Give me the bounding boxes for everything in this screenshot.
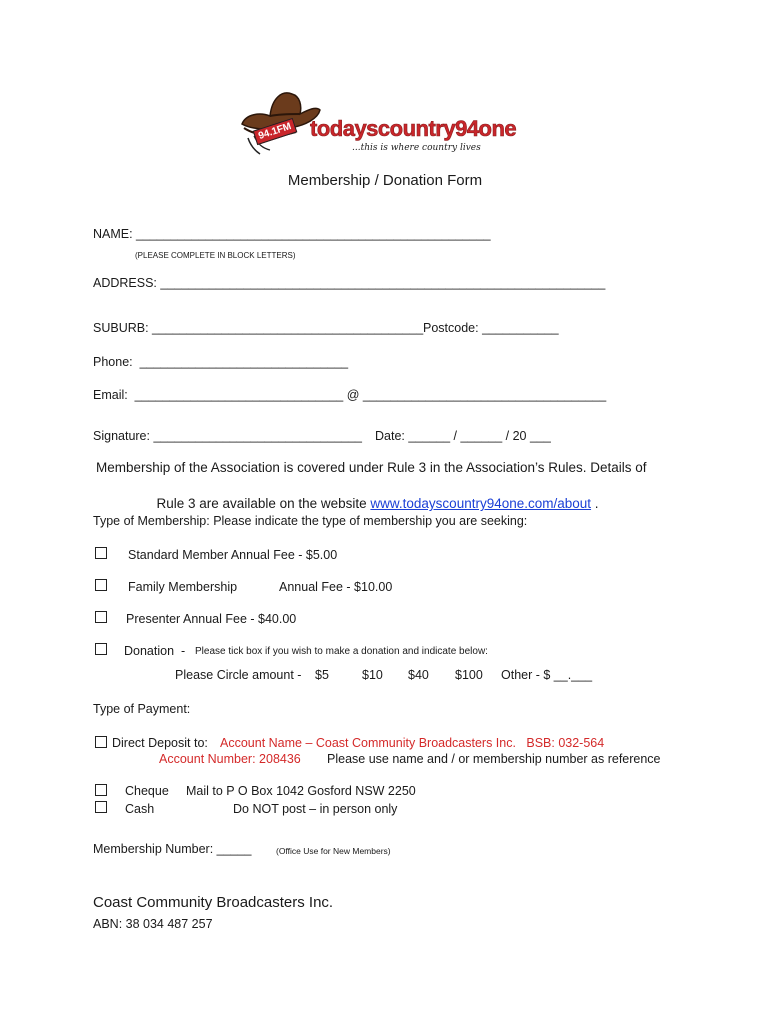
cash-info: Do NOT post – in person only	[233, 802, 398, 816]
address-field[interactable]: ADDRESS: ________________________________________________________________	[93, 276, 606, 290]
name-field[interactable]: NAME: ___________________________________________________	[93, 227, 491, 241]
donation-note: Please tick box if you wish to make a donation and indicate below:	[195, 646, 488, 657]
cheque-checkbox[interactable]	[95, 784, 107, 796]
abn: ABN: 38 034 487 257	[93, 917, 213, 931]
payment-heading: Type of Payment:	[93, 702, 191, 716]
membership-number-field[interactable]: Membership Number: _____	[93, 842, 252, 856]
circle-amount-label: Please Circle amount -	[175, 668, 302, 682]
standard-label: Standard Member Annual Fee - $5.00	[128, 548, 338, 562]
cheque-label: Cheque	[125, 784, 169, 798]
amount-5[interactable]: $5	[315, 668, 329, 682]
direct-deposit-checkbox[interactable]	[95, 736, 107, 748]
postcode-field[interactable]: Postcode: ___________	[423, 321, 559, 335]
rules-line-1: Membership of the Association is covered under Rule 3 in the Association’s Rules. Details of	[96, 460, 647, 475]
frequency-badge: 94.1FM	[253, 118, 297, 145]
direct-deposit-label: Direct Deposit to:	[112, 736, 208, 750]
reference-note: Please use name and / or membership number as reference	[327, 752, 661, 766]
phone-field[interactable]: Phone: ______________________________	[93, 355, 349, 369]
rules-link[interactable]: www.todayscountry94one.com/about	[370, 496, 592, 511]
email-field[interactable]: Email: ______________________________ @ ___________________________________	[93, 388, 607, 402]
station-logo	[236, 84, 536, 160]
name-note: (PLEASE COMPLETE IN BLOCK LETTERS)	[135, 251, 296, 260]
amount-other[interactable]: Other - $ __.___	[501, 668, 593, 682]
account-name: Account Name – Coast Community Broadcasters Inc. BSB: 032-564	[220, 736, 605, 750]
date-field[interactable]: Date: ______ / ______ / 20 ___	[375, 429, 551, 443]
rules-line-2	[149, 481, 599, 511]
rules-line-2-suffix: .	[591, 496, 599, 511]
presenter-label: Presenter Annual Fee - $40.00	[126, 612, 297, 626]
brand-name: todayscountry94one	[310, 116, 517, 141]
donation-label: Donation -	[124, 644, 186, 658]
cash-checkbox[interactable]	[95, 801, 107, 813]
account-number: Account Number: 208436	[159, 752, 301, 766]
amount-100[interactable]: $100	[455, 668, 483, 682]
presenter-checkbox[interactable]	[95, 611, 107, 623]
donation-checkbox[interactable]	[95, 643, 107, 655]
organisation-name: Coast Community Broadcasters Inc.	[93, 894, 334, 911]
membership-heading: Type of Membership: Please indicate the type of membership you are seeking:	[93, 514, 528, 528]
form-title: Membership / Donation Form	[287, 172, 483, 189]
amount-40[interactable]: $40	[408, 668, 429, 682]
amount-10[interactable]: $10	[362, 668, 383, 682]
signature-field[interactable]: Signature: ______________________________	[93, 429, 363, 443]
family-label: Family Membership	[128, 580, 238, 594]
brand-tagline: ...this is where country lives	[352, 143, 481, 153]
standard-checkbox[interactable]	[95, 547, 107, 559]
suburb-field[interactable]: SUBURB: _______________________________________	[93, 321, 424, 335]
family-checkbox[interactable]	[95, 579, 107, 591]
rules-line-2-prefix: Rule 3 are available on the website	[156, 496, 371, 511]
cheque-info: Mail to P O Box 1042 Gosford NSW 2250	[186, 784, 416, 798]
family-fee: Annual Fee - $10.00	[279, 580, 393, 594]
office-use-note: (Office Use for New Members)	[276, 846, 391, 856]
cash-label: Cash	[125, 802, 155, 816]
